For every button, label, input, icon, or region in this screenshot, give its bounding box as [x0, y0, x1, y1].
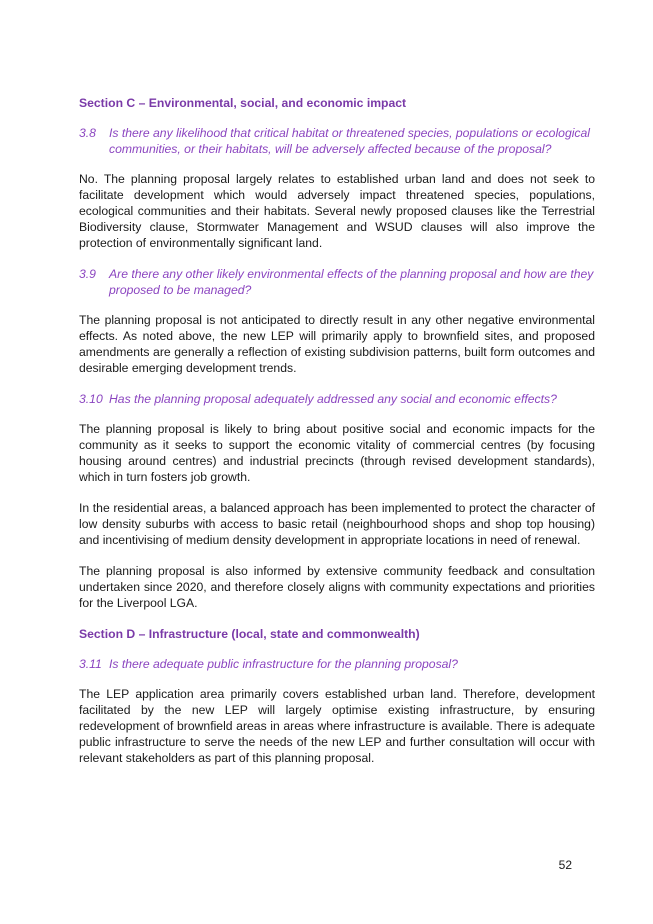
- question-3-10: [79, 391, 595, 407]
- answer-paragraph: No. The planning proposal largely relates to established urban land and does not seek to facilitate development which would adversely impact threatened species, populations, ecological communities and their habitats. Several newly proposed clauses like the Terrestrial Biodiversity clause, Stormwater Management and WSUD clauses will also improve the protection of environmentally significant land.: [79, 172, 595, 250]
- question-number: 3.8: [79, 126, 96, 140]
- section-c-heading: Section C – Environmental, social, and economic impact: [79, 96, 407, 110]
- answer-paragraph: The planning proposal is also informed by extensive community feedback and consultation undertaken since 2020, and therefore closely aligns with community expectations and priorities for the Liverpool LGA.: [79, 564, 595, 610]
- answer-paragraph: The planning proposal is not anticipated to directly result in any other negative environmental effects. As noted above, the new LEP will primarily apply to brownfield sites, and proposed amendments are generally a reflection of existing subdivision patterns, built form outcomes and desirable emerging development trends.: [79, 313, 595, 375]
- question-3-11: [79, 656, 595, 672]
- question-3-9: [79, 266, 595, 298]
- question-text: Is there any likelihood that critical habitat or threatened species, populations or ecological communities, or their habitats, will be adversely affected because of the proposal?: [109, 126, 591, 156]
- question-number: 3.10: [79, 392, 103, 406]
- question-text: Has the planning proposal adequately addressed any social and economic effects?: [109, 392, 557, 406]
- section-d-heading: Section D – Infrastructure (local, state and commonwealth): [79, 627, 420, 641]
- answer-paragraph: The LEP application area primarily covers established urban land. Therefore, development facilitated by the new LEP will largely optimise existing infrastructure, by ensuring redevelopment of brownfield areas in areas where infrastructure is available. There is adequate public infrastructure to serve the needs of the new LEP and further consultation will occur with relevant stakeholders as part of this planning proposal.: [79, 687, 595, 765]
- question-number: 3.9: [79, 267, 96, 281]
- page-content: [79, 95, 595, 781]
- page-number: 52: [558, 858, 572, 872]
- question-number: 3.11: [79, 657, 102, 671]
- question-text: Is there adequate public infrastructure for the planning proposal?: [109, 657, 458, 671]
- answer-paragraph: The planning proposal is likely to bring about positive social and economic impacts for the community as it seeks to support the economic vitality of commercial centres (by focusing housing around centres) and industrial precincts (through revised development standards), which in turn fosters job growth.: [79, 422, 595, 484]
- answer-paragraph: In the residential areas, a balanced approach has been implemented to protect the character of low density suburbs with access to basic retail (neighbourhood shops and shop top housing) and incentivising of medium density development in appropriate locations in need of renewal.: [79, 501, 595, 547]
- question-text: Are there any other likely environmental effects of the planning proposal and how are they proposed to be managed?: [109, 267, 594, 297]
- question-3-8: [79, 125, 595, 157]
